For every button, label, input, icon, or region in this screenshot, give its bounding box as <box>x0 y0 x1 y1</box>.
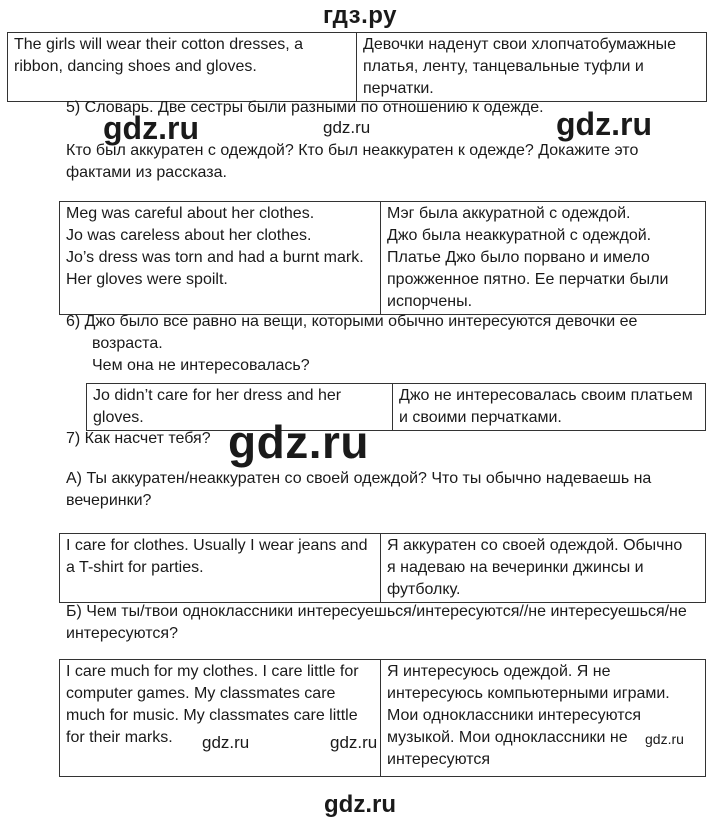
question-line: 7) Как насчет тебя? <box>66 430 211 447</box>
table-row <box>60 660 706 777</box>
russian-line: музыкой. Мои одноклассники не <box>387 729 628 746</box>
site-header: гдз.ру <box>323 2 397 29</box>
english-line: ribbon, dancing shoes and gloves. <box>14 58 257 75</box>
question-line: Кто был аккуратен с одеждой? Кто был неаккуратен к одежде? Докажите это <box>66 142 639 159</box>
question-line: Б) Чем ты/твои одноклассники интересуешься/интересуются//не интересуешься/не <box>66 603 687 620</box>
question-b <box>66 601 687 645</box>
question-line: интересуются? <box>66 625 178 642</box>
question-line: А) Ты аккуратен/неаккуратен со своей одеждой? Что ты обычно надеваешь на <box>66 470 652 487</box>
question-a <box>66 468 651 512</box>
english-line: computer games. My classmates care <box>66 685 336 702</box>
russian-line: испорчены. <box>387 293 473 310</box>
english-line: Her gloves were spoilt. <box>66 271 228 288</box>
table-row <box>8 33 707 102</box>
english-line: The girls will wear their cotton dresses, a <box>14 36 303 53</box>
question-7 <box>66 428 211 450</box>
watermark: gdz.ru <box>323 118 371 137</box>
english-line: Jo’s dress was torn and had a burnt mark. <box>66 249 364 266</box>
russian-line: Мэг была аккуратной с одеждой. <box>387 205 631 222</box>
russian-line: и своими перчатками. <box>399 409 562 426</box>
russian-line: Платье Джо было порвано и имело <box>387 249 650 266</box>
watermark: gdz.ru <box>202 733 250 752</box>
russian-cell <box>381 202 706 315</box>
english-cell <box>60 202 381 315</box>
russian-line: футболку. <box>387 581 461 598</box>
table-row <box>60 534 706 603</box>
russian-line: интересуются <box>387 751 491 768</box>
russian-line: Я интересуюсь одеждой. Я не <box>387 663 611 680</box>
russian-line: Джо была неаккуратной с одеждой. <box>387 227 652 244</box>
english-line: gloves. <box>93 409 144 426</box>
russian-line: перчатки. <box>363 80 434 97</box>
russian-line: платья, ленту, танцевальные туфли и <box>363 58 644 75</box>
watermark: gdz.ru <box>228 416 369 468</box>
english-line: Jo didn’t care for her dress and her <box>93 387 342 404</box>
english-line: for their marks. <box>66 729 173 746</box>
russian-line: Мои одноклассники интересуются <box>387 707 642 724</box>
question-line: 6) Джо было все равно на вещи, которыми обычно интересуются девочки ее <box>66 313 638 330</box>
russian-line: Я аккуратен со своей одеждой. Обычно <box>387 537 683 554</box>
english-line: Jo was careless about her clothes. <box>66 227 312 244</box>
english-line: I care much for my clothes. I care little for <box>66 663 359 680</box>
question-line: Чем она не интересовалась? <box>92 357 310 374</box>
translation-table-4 <box>59 533 706 603</box>
russian-cell <box>381 660 706 777</box>
question-line: фактами из рассказа. <box>66 164 227 181</box>
table-row <box>60 202 706 315</box>
english-line: a T-shirt for parties. <box>66 559 204 576</box>
english-line: I care for clothes. Usually I wear jeans and <box>66 537 368 554</box>
translation-table-5 <box>59 659 706 777</box>
watermark: gdz.ru <box>103 110 199 146</box>
english-cell <box>60 660 381 777</box>
russian-cell <box>393 384 706 431</box>
russian-line: прожженное пятно. Ее перчатки были <box>387 271 669 288</box>
translation-table-1 <box>7 32 707 102</box>
translation-table-2 <box>59 201 706 315</box>
translation-table-3 <box>86 383 706 431</box>
site-footer: gdz.ru <box>324 791 396 818</box>
russian-line: я надеваю на вечеринки джинсы и <box>387 559 644 576</box>
question-6 <box>66 311 637 377</box>
english-cell <box>8 33 357 102</box>
question-line: вечеринки? <box>66 492 152 509</box>
russian-cell <box>381 534 706 603</box>
russian-line: Джо не интересовалась своим платьем <box>399 387 693 404</box>
watermark: gdz.ru <box>556 106 652 142</box>
table-row <box>87 384 706 431</box>
watermark: gdz.ru <box>330 733 378 752</box>
english-line: Meg was careful about her clothes. <box>66 205 315 222</box>
watermark: gdz.ru <box>645 731 684 747</box>
english-cell <box>60 534 381 603</box>
question-line: возраста. <box>92 335 163 352</box>
russian-cell <box>357 33 707 102</box>
question-line: 5) Словарь. Две сестры были разными по отношению к одежде. <box>66 99 544 116</box>
russian-line: интересуюсь компьютерными играми. <box>387 685 670 702</box>
english-line: much for music. My classmates care little <box>66 707 358 724</box>
russian-line: Девочки наденут свои хлопчатобумажные <box>363 36 676 53</box>
